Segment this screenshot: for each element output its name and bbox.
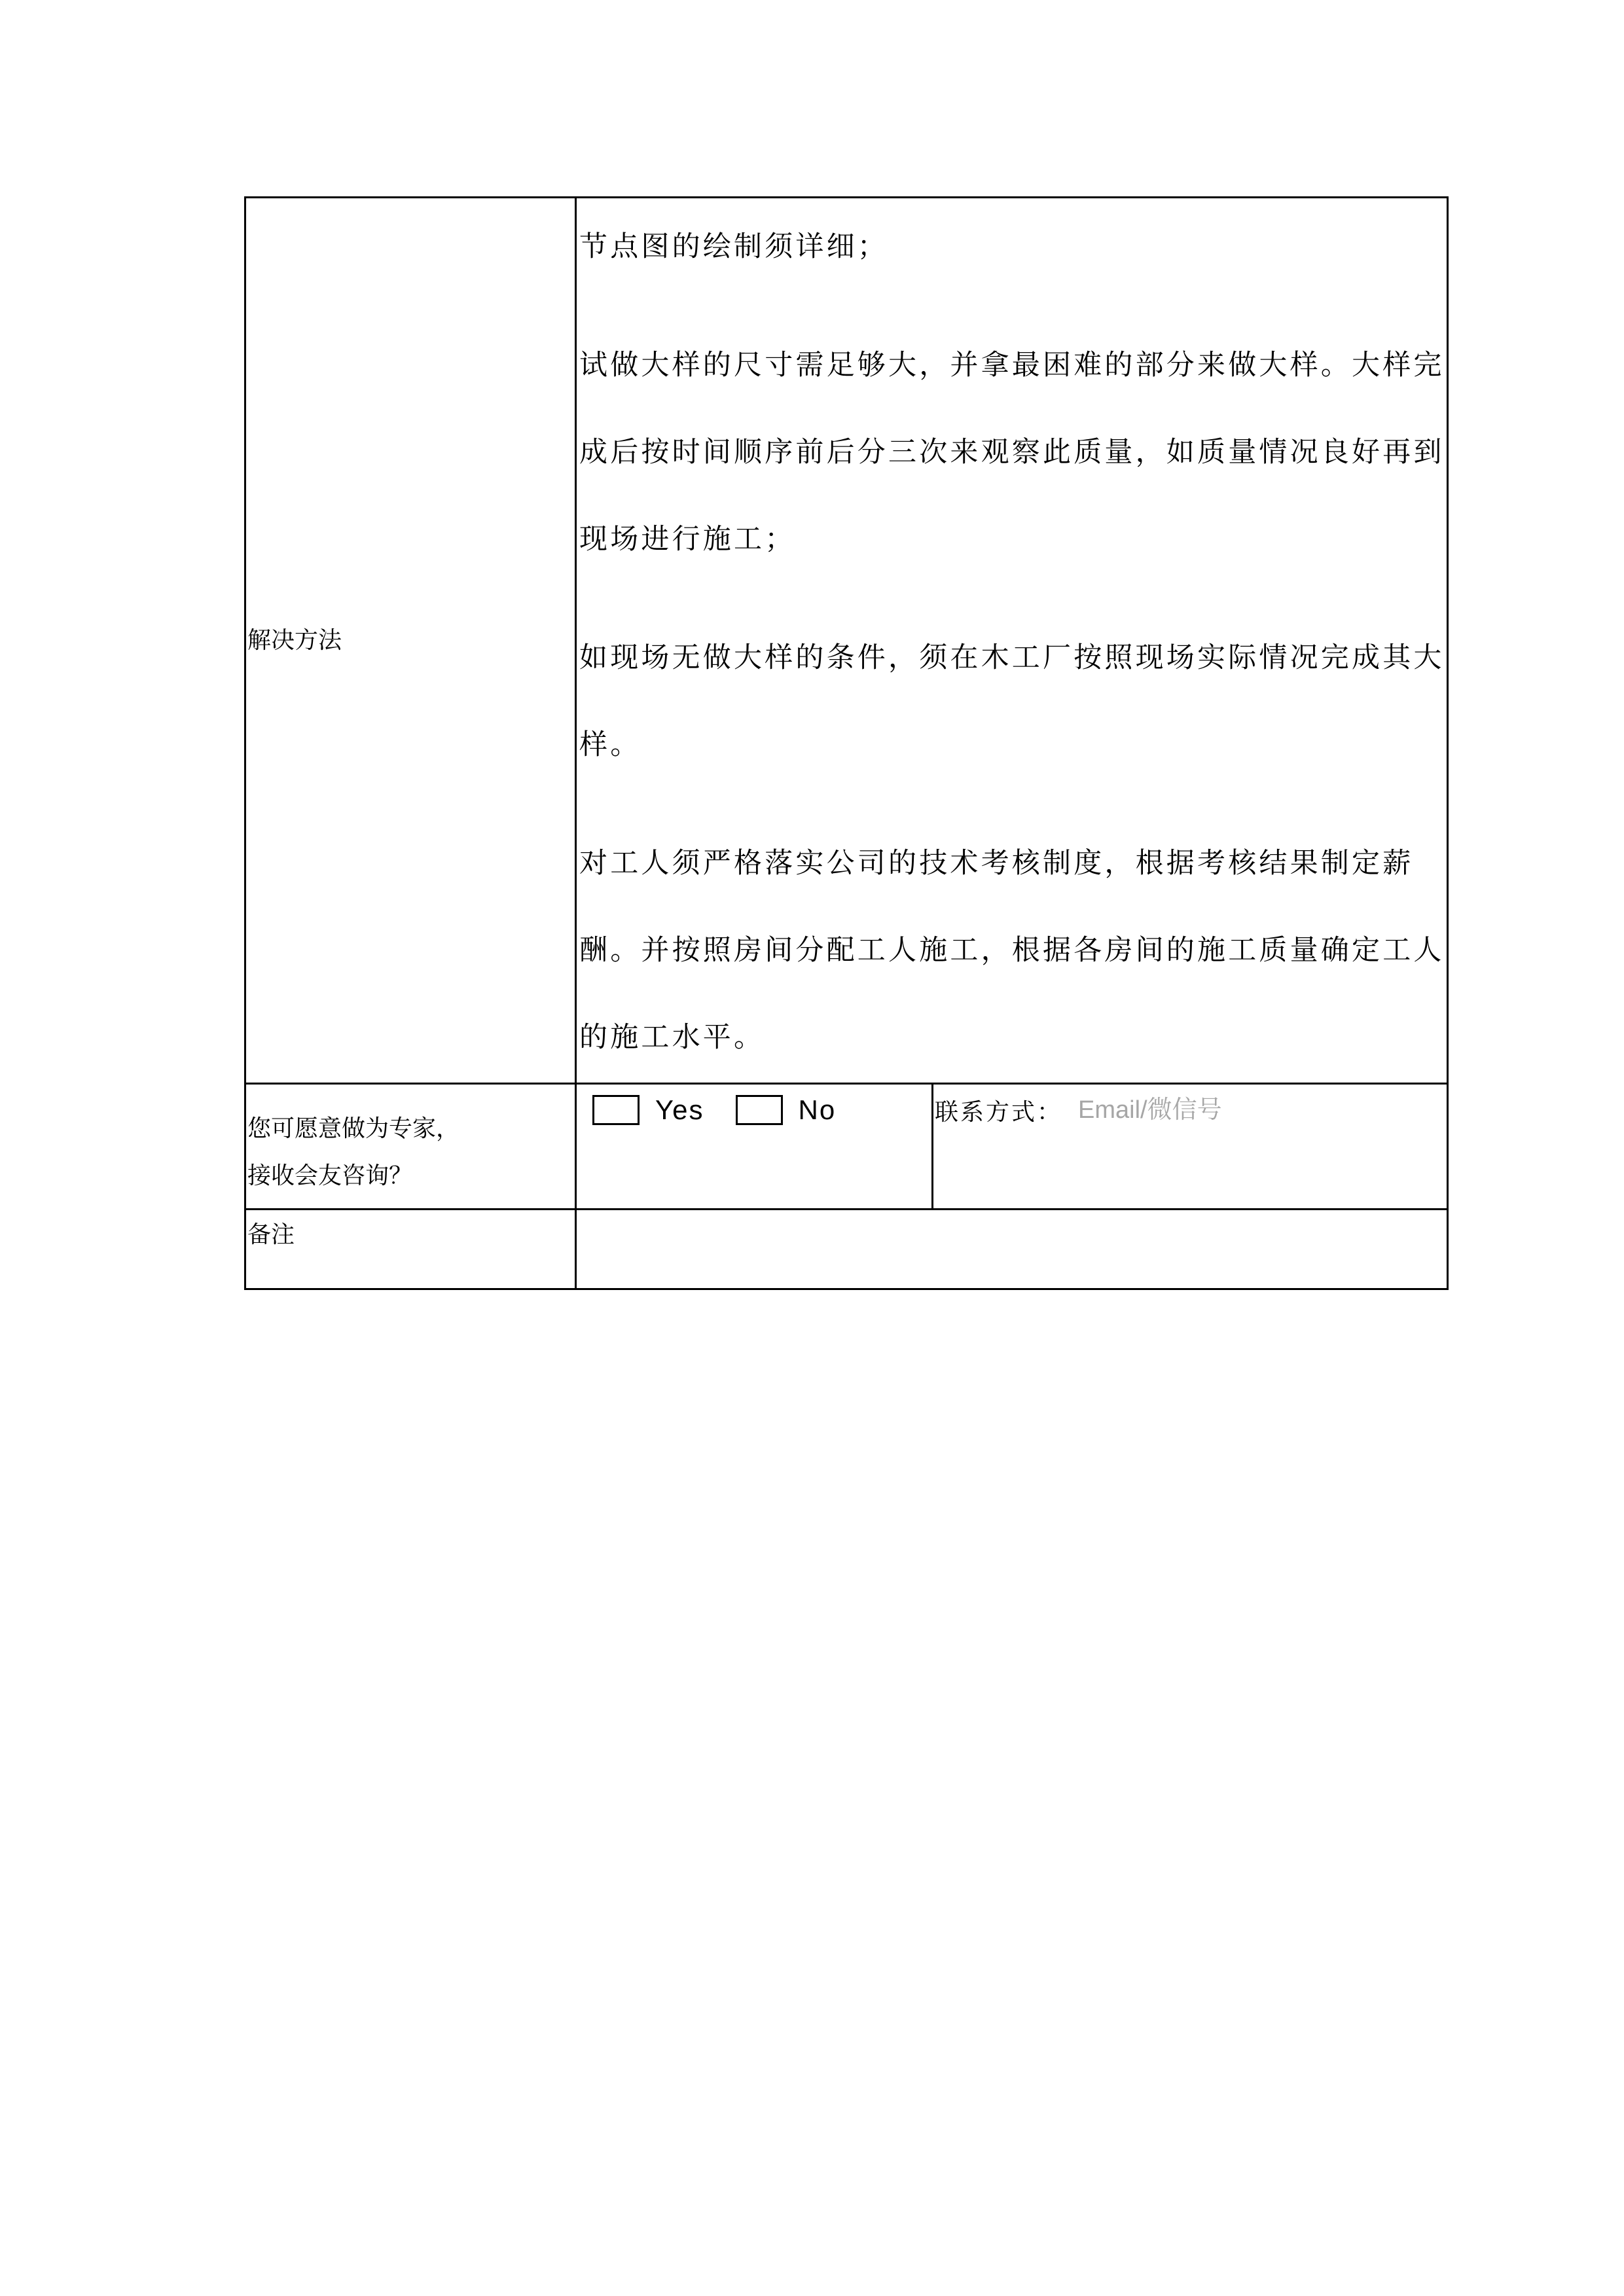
remarks-field[interactable]	[577, 1210, 1447, 1286]
solution-paragraph-2	[579, 322, 1444, 583]
expert-question-line-1: 您可愿意做为专家，	[247, 1115, 460, 1142]
expert-label-cell	[245, 1084, 576, 1210]
paragraph-line: 成后按时间顺序前后分三次来观察此质量，如质量情况良好再到	[579, 436, 1445, 469]
paragraph-line: 试做大样的尺寸需足够大，并拿最困难的部分来做大样。大样完	[579, 349, 1445, 382]
expert-row	[245, 1084, 1448, 1210]
solution-label-cell	[245, 198, 576, 1084]
contact-cell	[933, 1084, 1448, 1210]
paragraph-line: 酬。并按照房间分配工人施工，根据各房间的施工质量确定工人	[579, 934, 1445, 967]
solution-paragraph-3	[579, 615, 1444, 789]
paragraph-line: 现场进行施工；	[579, 523, 796, 556]
remarks-row	[245, 1210, 1448, 1289]
solution-label: 解决方法	[247, 626, 342, 654]
expert-question-line-2: 接收会友咨询？	[247, 1162, 413, 1189]
no-checkbox[interactable]	[736, 1095, 783, 1125]
paragraph-line: 对工人须严格落实公司的技术考核制度，根据考核结果制定薪	[579, 847, 1414, 880]
no-label: No	[798, 1094, 837, 1125]
solution-row	[245, 198, 1448, 1084]
yes-checkbox[interactable]	[592, 1095, 640, 1125]
solution-paragraph-1	[579, 204, 1444, 291]
contact-label: 联系方式：	[935, 1098, 1063, 1126]
solution-paragraph-4	[579, 820, 1444, 1081]
yes-label: Yes	[655, 1094, 704, 1125]
paragraph-line: 的施工水平。	[579, 1021, 765, 1054]
contact-row	[933, 1087, 1447, 1133]
remarks-label-cell	[245, 1210, 576, 1289]
expert-choice-group	[577, 1085, 931, 1133]
solution-content-cell	[576, 198, 1448, 1084]
remarks-field-cell	[576, 1210, 1448, 1289]
paragraph-line: 节点图的绘制须详细；	[579, 230, 888, 263]
remarks-label: 备注	[247, 1221, 295, 1248]
contact-input[interactable]	[1078, 1092, 1353, 1128]
paragraph-line: 如现场无做大样的条件，须在木工厂按照现场实际情况完成其大	[579, 641, 1445, 674]
paragraph-line: 样。	[579, 728, 641, 761]
consultation-form-table	[244, 196, 1449, 1290]
expert-choice-cell	[576, 1084, 933, 1210]
